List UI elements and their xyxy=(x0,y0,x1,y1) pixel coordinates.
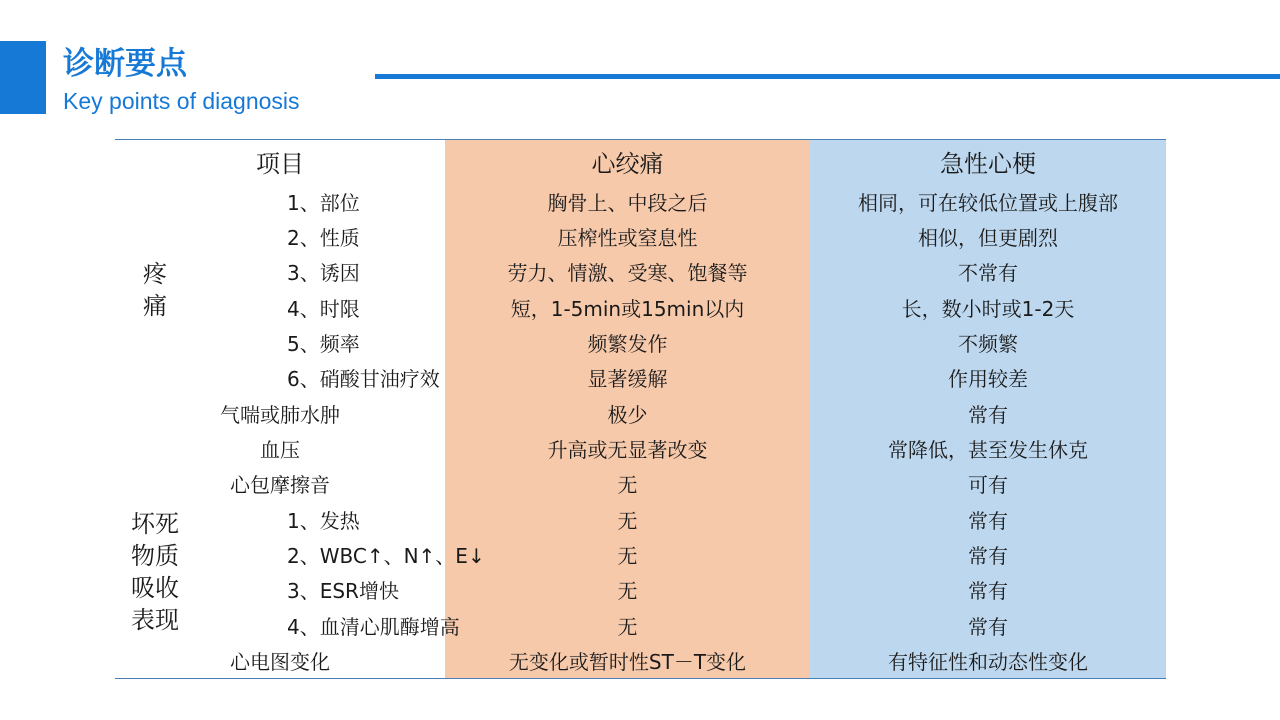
row-item: 4、血清心肌酶增高 xyxy=(287,614,460,639)
page-title: 诊断要点 xyxy=(63,46,187,82)
row-item: 3、诱因 xyxy=(287,261,360,286)
row-mi: 常有 xyxy=(810,608,1166,643)
row-angina: 短，1-5min或15min以内 xyxy=(445,290,810,325)
table-row xyxy=(115,572,1166,607)
table-row xyxy=(115,254,1166,289)
row-angina: 压榨性或窒息性 xyxy=(445,219,810,254)
row-mi: 不频繁 xyxy=(810,325,1166,360)
group-label-necrosis: 坏死 物质 吸收 表现 xyxy=(131,510,179,635)
page-subtitle: Key points of diagnosis xyxy=(63,88,300,114)
table-row xyxy=(115,184,1166,219)
diagnosis-table xyxy=(115,139,1166,679)
row-mi: 常有 xyxy=(810,537,1166,572)
table-row xyxy=(115,360,1166,395)
table-row xyxy=(115,643,1166,679)
row-item: 5、频率 xyxy=(287,332,360,357)
row-mi: 相同，可在较低位置或上腹部 xyxy=(810,184,1166,219)
row-item: 1、发热 xyxy=(287,508,360,533)
row-item: 2、WBC↑、N↑、E↓ xyxy=(287,544,485,569)
table-header-row xyxy=(115,140,1166,184)
row-mi: 常降低，甚至发生休克 xyxy=(810,431,1166,466)
row-angina: 频繁发作 xyxy=(445,325,810,360)
row-angina: 无 xyxy=(445,572,810,607)
row-angina: 无 xyxy=(445,466,810,501)
table-row xyxy=(115,290,1166,325)
row-item: 心电图变化 xyxy=(115,643,445,679)
group-label-pain: 疼 痛 xyxy=(143,259,167,320)
row-angina: 无变化或暂时性ST－T变化 xyxy=(445,643,810,679)
table-row xyxy=(115,431,1166,466)
row-angina: 劳力、情激、受寒、饱餐等 xyxy=(445,254,810,289)
table-row xyxy=(115,219,1166,254)
row-item: 气喘或肺水肿 xyxy=(220,402,340,427)
row-mi: 常有 xyxy=(810,572,1166,607)
row-item: 6、硝酸甘油疗效 xyxy=(287,367,440,392)
row-mi: 相似，但更剧烈 xyxy=(810,219,1166,254)
row-item: 血压 xyxy=(260,438,300,463)
table-row xyxy=(115,325,1166,360)
row-mi: 长，数小时或1-2天 xyxy=(810,290,1166,325)
header-angina: 心绞痛 xyxy=(445,140,810,184)
row-angina: 胸骨上、中段之后 xyxy=(445,184,810,219)
accent-block xyxy=(0,41,46,114)
row-item: 心包摩擦音 xyxy=(230,473,330,498)
row-angina: 无 xyxy=(445,502,810,537)
header-item: 项目 xyxy=(115,140,445,184)
table-row xyxy=(115,537,1166,572)
table-row xyxy=(115,466,1166,501)
table-row xyxy=(115,396,1166,431)
row-angina: 无 xyxy=(445,608,810,643)
row-mi: 有特征性和动态性变化 xyxy=(810,643,1166,679)
row-item: 4、时限 xyxy=(287,296,360,321)
table-row xyxy=(115,608,1166,643)
row-mi: 常有 xyxy=(810,396,1166,431)
row-mi: 可有 xyxy=(810,466,1166,501)
row-mi: 不常有 xyxy=(810,254,1166,289)
row-angina: 显著缓解 xyxy=(445,360,810,395)
row-item: 1、部位 xyxy=(287,190,360,215)
row-item: 2、性质 xyxy=(287,226,360,251)
row-mi: 作用较差 xyxy=(810,360,1166,395)
table-row xyxy=(115,502,1166,537)
header-mi: 急性心梗 xyxy=(810,140,1166,184)
row-angina: 极少 xyxy=(445,396,810,431)
row-angina: 升高或无显著改变 xyxy=(445,431,810,466)
row-angina: 无 xyxy=(445,537,810,572)
row-item: 3、ESR增快 xyxy=(287,579,399,604)
header-rule xyxy=(375,74,1280,79)
row-mi: 常有 xyxy=(810,502,1166,537)
